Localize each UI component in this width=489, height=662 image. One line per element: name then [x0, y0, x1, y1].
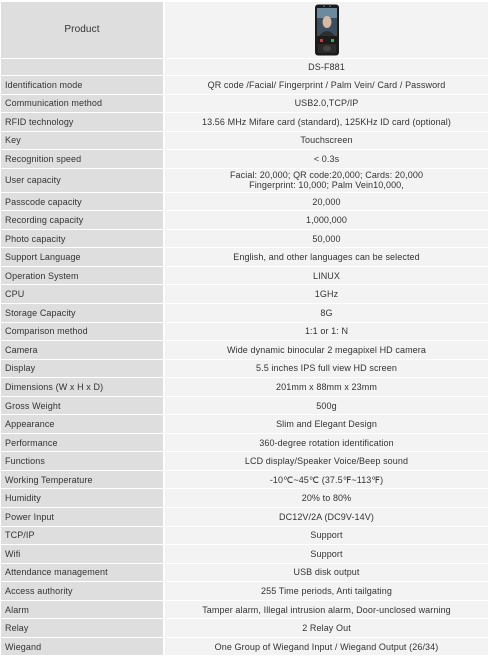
- row-value: Support: [165, 527, 488, 545]
- model-row: [1, 59, 488, 75]
- row-label: CPU: [1, 285, 165, 303]
- table-row: [1, 248, 488, 266]
- table-row: [1, 76, 488, 94]
- table-row: [1, 527, 488, 545]
- row-value-line: Fingerprint: 10,000; Palm Vein10,000,: [249, 180, 404, 191]
- table-row: [1, 601, 488, 619]
- table-row: [1, 378, 488, 396]
- row-value: LCD display/Speaker Voice/Beep sound: [165, 452, 488, 470]
- table-row: [1, 564, 488, 582]
- header-row: [1, 2, 488, 58]
- table-row: [1, 582, 488, 600]
- table-row: [1, 638, 488, 656]
- table-row: [1, 267, 488, 285]
- table-row: [1, 415, 488, 433]
- terminal-device-image: [314, 4, 340, 56]
- row-label: Storage Capacity: [1, 304, 165, 322]
- row-label: RFID technology: [1, 113, 165, 131]
- product-image-cell: [165, 2, 488, 58]
- table-row: [1, 545, 488, 563]
- row-value: 201mm x 88mm x 23mm: [165, 378, 488, 396]
- row-label: Comparison method: [1, 323, 165, 341]
- row-label: TCP/IP: [1, 527, 165, 545]
- table-row: [1, 360, 488, 378]
- product-label: Product: [1, 2, 165, 58]
- row-label: Dimensions (W x H x D): [1, 378, 165, 396]
- row-label: Wifi: [1, 545, 165, 563]
- row-label: Access authority: [1, 582, 165, 600]
- table-row: [1, 471, 488, 489]
- row-value: [165, 169, 488, 192]
- row-value: 1,000,000: [165, 211, 488, 229]
- row-value: 1GHz: [165, 285, 488, 303]
- spec-table: [1, 1, 488, 656]
- row-label: Power Input: [1, 508, 165, 526]
- row-label: Key: [1, 132, 165, 150]
- row-value: Touchscreen: [165, 132, 488, 150]
- table-row: [1, 193, 488, 211]
- row-label: Appearance: [1, 415, 165, 433]
- row-label: Relay: [1, 619, 165, 637]
- table-row: [1, 323, 488, 341]
- table-row: [1, 397, 488, 415]
- row-value: -10℃~45℃ (37.5℉~113℉): [165, 471, 488, 489]
- table-row: [1, 489, 488, 507]
- table-row: [1, 95, 488, 113]
- row-label: Support Language: [1, 248, 165, 266]
- row-value: Wide dynamic binocular 2 megapixel HD camera: [165, 341, 488, 359]
- row-value: One Group of Wiegand Input / Wiegand Output (26/34): [165, 638, 488, 656]
- row-value: 20,000: [165, 193, 488, 211]
- row-value: 500g: [165, 397, 488, 415]
- model-name: DS-F881: [165, 59, 488, 75]
- table-row: [1, 434, 488, 452]
- row-value: LINUX: [165, 267, 488, 285]
- row-label: Recognition speed: [1, 150, 165, 168]
- row-value: USB disk output: [165, 564, 488, 582]
- row-label: Recording capacity: [1, 211, 165, 229]
- row-value: 13.56 MHz Mifare card (standard), 125KHz ID card (optional): [165, 113, 488, 131]
- table-row: [1, 113, 488, 131]
- row-label: Passcode capacity: [1, 193, 165, 211]
- row-value: < 0.3s: [165, 150, 488, 168]
- table-row: [1, 341, 488, 359]
- row-label: Alarm: [1, 601, 165, 619]
- row-label: Communication method: [1, 95, 165, 113]
- row-label: Attendance management: [1, 564, 165, 582]
- table-row: [1, 304, 488, 322]
- row-label: Display: [1, 360, 165, 378]
- row-value: 50,000: [165, 230, 488, 248]
- row-value: 2 Relay Out: [165, 619, 488, 637]
- row-value: Support: [165, 545, 488, 563]
- row-label: Gross Weight: [1, 397, 165, 415]
- row-value: 255 Time periods, Anti tailgating: [165, 582, 488, 600]
- row-label: Working Temperature: [1, 471, 165, 489]
- row-label: Identification mode: [1, 76, 165, 94]
- table-row: [1, 132, 488, 150]
- row-value: Slim and Elegant Design: [165, 415, 488, 433]
- row-value: QR code /Facial/ Fingerprint / Palm Vein/ Card / Password: [165, 76, 488, 94]
- row-label: Functions: [1, 452, 165, 470]
- row-value: Tamper alarm, Illegal intrusion alarm, Door-unclosed warning: [165, 601, 488, 619]
- row-label: Operation System: [1, 267, 165, 285]
- row-label: Wiegand: [1, 638, 165, 656]
- row-value: English, and other languages can be selected: [165, 248, 488, 266]
- row-value: 20% to 80%: [165, 489, 488, 507]
- row-value: DC12V/2A (DC9V-14V): [165, 508, 488, 526]
- table-row: [1, 619, 488, 637]
- row-label: Humidity: [1, 489, 165, 507]
- table-row: [1, 285, 488, 303]
- table-row: [1, 230, 488, 248]
- row-value: USB2.0,TCP/IP: [165, 95, 488, 113]
- row-label: User capacity: [1, 169, 165, 192]
- row-value: 8G: [165, 304, 488, 322]
- table-row: [1, 211, 488, 229]
- table-row: [1, 508, 488, 526]
- row-label: Performance: [1, 434, 165, 452]
- table-row: [1, 150, 488, 168]
- row-label: Camera: [1, 341, 165, 359]
- model-label-cell: [1, 59, 165, 75]
- row-label: Photo capacity: [1, 230, 165, 248]
- table-row: [1, 452, 488, 470]
- row-value: 5.5 inches IPS full view HD screen: [165, 360, 488, 378]
- row-value: 1:1 or 1: N: [165, 323, 488, 341]
- row-value-line: Facial: 20,000; QR code:20,000; Cards: 20,000: [229, 170, 424, 181]
- table-row: [1, 169, 488, 192]
- row-value: 360-degree rotation identification: [165, 434, 488, 452]
